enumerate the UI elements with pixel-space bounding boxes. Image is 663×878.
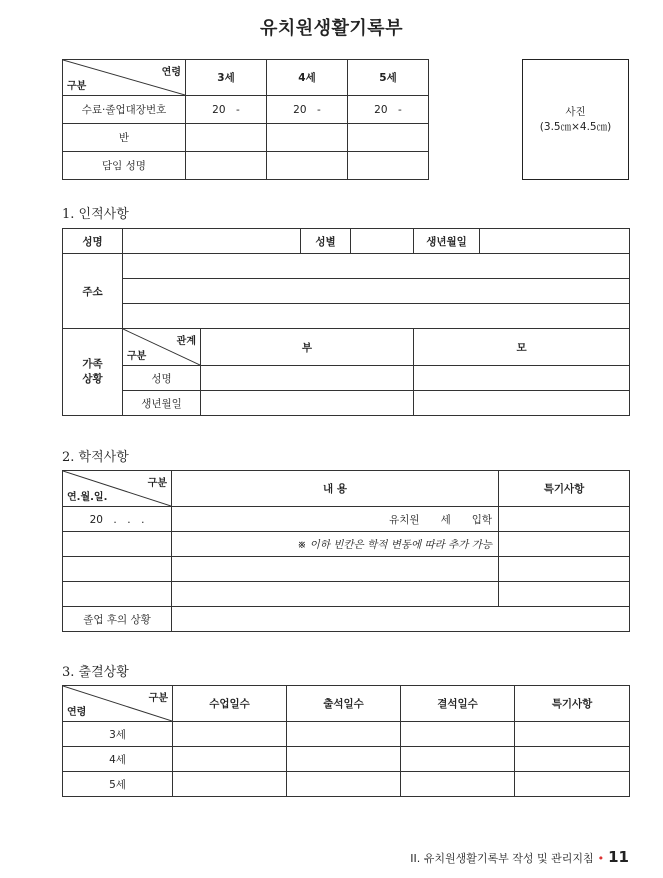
- corner-category-label: 구분: [147, 478, 167, 489]
- name-label: 성명: [63, 229, 123, 254]
- age-header-5: 5세: [348, 60, 429, 96]
- entry-date-field[interactable]: 20 . . .: [63, 507, 172, 532]
- attendance-table: [62, 685, 630, 797]
- row-label-teacher: 담임 성명: [63, 152, 186, 180]
- section-attendance-title: 3. 출결상황: [62, 665, 129, 680]
- class-3[interactable]: [186, 124, 267, 152]
- address-line-1[interactable]: [123, 254, 630, 279]
- attendance-days-5[interactable]: [287, 772, 401, 797]
- class-days-3[interactable]: [173, 722, 287, 747]
- class-days-5[interactable]: [173, 772, 287, 797]
- age-header-4: 4세: [267, 60, 348, 96]
- attendance-notes-5[interactable]: [515, 772, 630, 797]
- header-attendance-days: 출석일수: [287, 686, 401, 722]
- personal-info-table: [62, 228, 630, 416]
- family-label-line2: 상황: [82, 373, 103, 385]
- name-field[interactable]: [123, 229, 301, 254]
- row-label-register-number: 수료·졸업대장번호: [63, 96, 186, 124]
- attendance-age-4: 4세: [63, 747, 173, 772]
- after-graduation-label: 졸업 후의 상황: [63, 607, 172, 632]
- register-number-3[interactable]: 20 -: [186, 96, 267, 124]
- class-5[interactable]: [348, 124, 429, 152]
- school-record-table: [62, 470, 630, 632]
- notes-header: 특기사항: [499, 471, 630, 507]
- corner-date-label: 연.월.일.: [67, 492, 108, 503]
- section-personal-title: 1. 인적사항: [62, 207, 129, 222]
- sex-label: 성별: [301, 229, 351, 254]
- record-notes-field[interactable]: [499, 582, 630, 607]
- photo-size: (3.5㎝×4.5㎝): [539, 120, 612, 133]
- attendance-notes-4[interactable]: [515, 747, 630, 772]
- family-label-line1: 가족: [82, 358, 103, 370]
- class-4[interactable]: [267, 124, 348, 152]
- document-title: 유치원생활기록부: [259, 18, 404, 39]
- record-notes-field[interactable]: [499, 557, 630, 582]
- birth-field[interactable]: [480, 229, 630, 254]
- teacher-4[interactable]: [267, 152, 348, 180]
- mother-birth-field[interactable]: [414, 391, 630, 416]
- corner-age-label: 연령: [67, 707, 87, 718]
- record-date-field[interactable]: [63, 582, 172, 607]
- photo-box[interactable]: [522, 59, 629, 180]
- father-header: 부: [201, 329, 414, 366]
- bullet-icon: •: [597, 852, 605, 865]
- register-number-5[interactable]: 20 -: [348, 96, 429, 124]
- additional-rows-note: ※ 이하 빈칸은 학적 변동에 따라 추가 가능: [172, 532, 499, 557]
- page-number: 11: [608, 848, 629, 866]
- class-days-4[interactable]: [173, 747, 287, 772]
- page-footer: [410, 848, 629, 866]
- address-line-3[interactable]: [123, 304, 630, 329]
- mother-header: 모: [414, 329, 630, 366]
- family-birth-label: 생년월일: [123, 391, 201, 416]
- corner-category-label: 구분: [127, 351, 147, 362]
- father-birth-field[interactable]: [201, 391, 414, 416]
- address-line-2[interactable]: [123, 279, 630, 304]
- absence-days-5[interactable]: [401, 772, 515, 797]
- birth-label: 생년월일: [414, 229, 480, 254]
- age-category-corner: [63, 60, 186, 96]
- header-class-days: 수업일수: [173, 686, 287, 722]
- relation-corner: [123, 329, 201, 366]
- school-corner: [63, 471, 172, 507]
- attendance-corner: [63, 686, 173, 722]
- family-name-label: 성명: [123, 366, 201, 391]
- record-date-field[interactable]: [63, 557, 172, 582]
- after-graduation-field[interactable]: [172, 607, 630, 632]
- section-school-title: 2. 학적사항: [62, 450, 129, 465]
- photo-label: 사진: [565, 105, 586, 118]
- corner-age-label: 연령: [161, 67, 181, 78]
- row-label-class: 반: [63, 124, 186, 152]
- attendance-days-3[interactable]: [287, 722, 401, 747]
- class-info-table: [62, 59, 429, 180]
- record-date-field[interactable]: [63, 532, 172, 557]
- attendance-age-3: 3세: [63, 722, 173, 747]
- record-content-field[interactable]: [172, 557, 499, 582]
- header-notes: 특기사항: [515, 686, 630, 722]
- corner-category-label: 구분: [148, 693, 168, 704]
- absence-days-4[interactable]: [401, 747, 515, 772]
- footer-text: II. 유치원생활기록부 작성 및 관리지침: [410, 852, 594, 865]
- record-notes-field[interactable]: [499, 532, 630, 557]
- entry-content-field[interactable]: 유치원 세 입학: [172, 507, 499, 532]
- entry-notes-field[interactable]: [499, 507, 630, 532]
- header-absence-days: 결석일수: [401, 686, 515, 722]
- address-label: 주소: [63, 254, 123, 329]
- content-header: 내 용: [172, 471, 499, 507]
- corner-relation-label: 관계: [176, 336, 196, 347]
- corner-category-label: 구분: [67, 81, 87, 92]
- teacher-3[interactable]: [186, 152, 267, 180]
- mother-name-field[interactable]: [414, 366, 630, 391]
- family-label: [63, 329, 123, 416]
- age-header-3: 3세: [186, 60, 267, 96]
- attendance-age-5: 5세: [63, 772, 173, 797]
- record-content-field[interactable]: [172, 582, 499, 607]
- attendance-days-4[interactable]: [287, 747, 401, 772]
- teacher-5[interactable]: [348, 152, 429, 180]
- father-name-field[interactable]: [201, 366, 414, 391]
- register-number-4[interactable]: 20 -: [267, 96, 348, 124]
- sex-field[interactable]: [351, 229, 414, 254]
- attendance-notes-3[interactable]: [515, 722, 630, 747]
- absence-days-3[interactable]: [401, 722, 515, 747]
